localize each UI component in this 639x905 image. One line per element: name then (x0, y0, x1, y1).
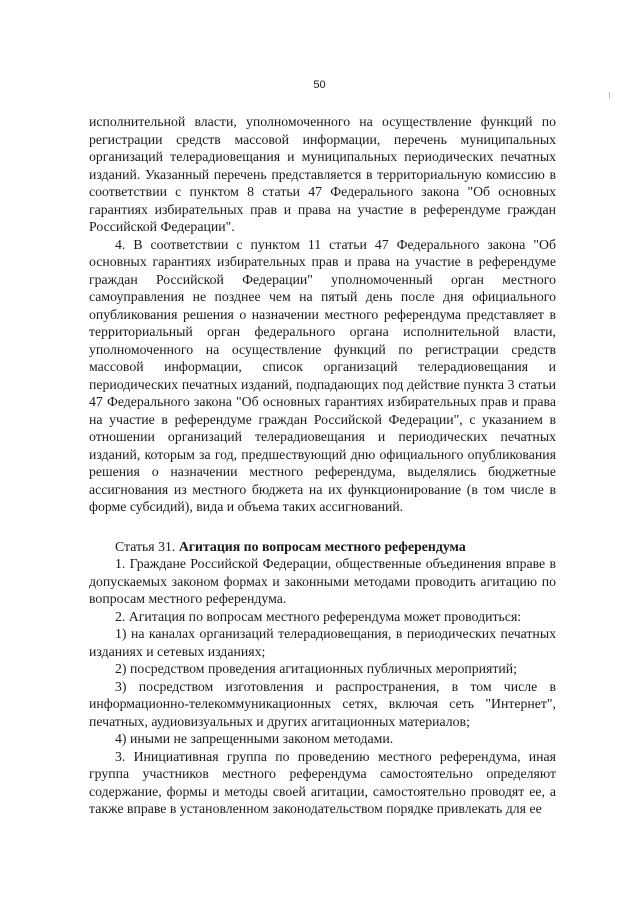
article-item-2: 2. Агитация по вопросам местного референдума может проводиться: (115, 608, 522, 624)
article-subitem-4: 4) иными не запрещенными законом методами. (115, 731, 394, 746)
document-body (89, 113, 556, 818)
article-number: Статья 31. (115, 538, 179, 554)
paragraph-item-4: 4. В соответствии с пунктом 11 статьи 47 Федерального закона "Об основных гарантиях избирательных прав и права на участие в референдуме граждан Российской Федерации" уполномоченный орган местного самоуправления не позднее чем на пятый день после дня официального опубликования решения о назначении местного референдума представляет в территориальный орган федерального органа исполнительной власти, уполномоченного на осуществление функций по регистрации средств массовой информации, список организаций телерадиовещания и периодических печатных изданий, подпадающих под действие пункта 3 статьи 47 Федерального закона "Об основных гарантиях избирательных прав и права на участие в референдуме граждан Российской Федерации", с указанием в отношении организаций телерадиовещания и периодических печатных изданий, которым за год, предшествующий дню официального опубликования решения о назначении местного референдума, выделялись бюджетные ассигнования из местного бюджета на их функционирование (в том числе в форме субсидий), вида и объема таких ассигнований. (89, 236, 556, 514)
article-title: Агитация по вопросам местного референдума (178, 538, 466, 554)
article-item-3: 3. Инициативная группа по проведению местного референдума, иная группа участников местного референдума самостоятельно определяют содержание, формы и методы своей агитации, самостоятельно проводят ее, а также вправе в установленном законодательством порядке привлекать для ее (89, 748, 556, 816)
article-subitem-1: 1) на каналах организаций телерадиовещания, в периодических печатных изданиях и сетевых изданиях; (89, 626, 556, 659)
article-item-1: 1. Граждане Российской Федерации, общественные объединения вправе в допускаемых законом формах и законными методами проводить агитацию по вопросам местного референдума. (89, 556, 556, 606)
article-heading (89, 538, 556, 556)
paragraph-continuation: исполнительной власти, уполномоченного на осуществление функций по регистрации средств массовой информации, перечень муниципальных организаций телерадиовещания и муниципальных периодических печатных изданий. Указанный перечень представляется в территориальную комиссию в соответствии с пунктом 8 статьи 47 Федерального закона "Об основных гарантиях избирательных прав и права на участие в референдуме граждан Российской Федерации". (89, 114, 556, 234)
page-number: 50 (313, 79, 326, 91)
article-subitem-3: 3) посредством изготовления и распространения, в том числе в информационно-телекоммуникационных сетях, включая сеть "Интернет", печатных, аудиовизуальных и других агитационных материалов; (89, 678, 556, 729)
scan-mark (609, 92, 610, 99)
article-subitem-2: 2) посредством проведения агитационных публичных мероприятий; (115, 661, 518, 676)
